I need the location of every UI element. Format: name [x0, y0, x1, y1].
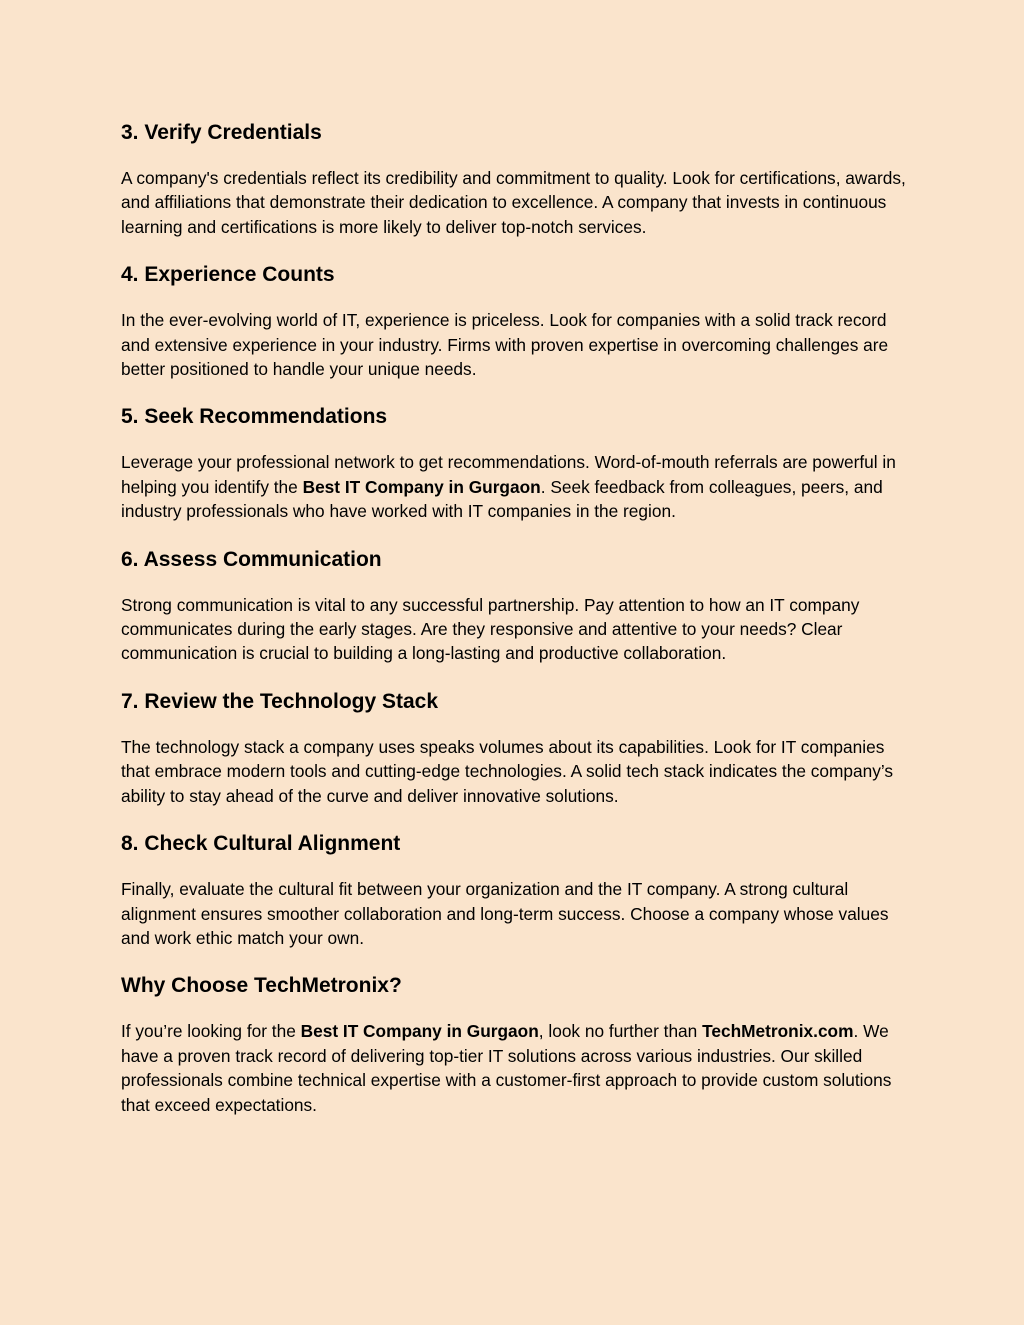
body-text: Leverage your professional network to get recommendations. Word-of-mouth referrals are powerful in helping you identify the — [121, 452, 896, 497]
section-heading: 8. Check Cultural Alignment — [121, 832, 401, 856]
body-text: If you’re looking for the — [121, 1021, 301, 1042]
section-experience-counts — [121, 261, 911, 381]
section-check-cultural-alignment — [121, 830, 911, 950]
bold-keyword: Best IT Company in Gurgaon — [302, 476, 541, 497]
section-body: A company's credentials reflect its credibility and commitment to quality. Look for certifications, awards, and affiliations that demonstrate their dedication to excellence. A company that invests in continuous learning and certifications is more likely to deliver top-notch services. — [121, 168, 906, 237]
section-why-choose-techmetronix — [121, 972, 911, 1117]
body-text: . We have a proven track record of delivering top-tier IT solutions across various industries. Our skilled professionals combine technical expertise with a customer-first approach to provide custom solutions that exceed expectations. — [121, 1021, 892, 1115]
section-seek-recommendations — [121, 403, 911, 523]
document-page — [121, 119, 911, 1139]
bold-keyword: Best IT Company in Gurgaon — [300, 1021, 539, 1042]
section-assess-communication — [121, 546, 911, 666]
section-body: Strong communication is vital to any successful partnership. Pay attention to how an IT company communicates during the early stages. Are they responsive and attentive to your needs? Clear communication is crucial to building a long-lasting and productive collaboration. — [121, 594, 860, 664]
company-link-text: TechMetronix.com — [702, 1021, 854, 1042]
body-text: , look no further than — [538, 1021, 703, 1042]
section-heading: 4. Experience Counts — [121, 263, 335, 287]
body-text: . Seek feedback from colleagues, peers, and industry professionals who have worked with IT companies in the region. — [121, 476, 883, 522]
section-body: The technology stack a company uses speaks volumes about its capabilities. Look for IT companies that embrace modern tools and cutting-edge technologies. A solid tech stack indicates the company’s ability to stay ahead of the curve and deliver innovative solutions. — [121, 736, 894, 806]
section-body — [121, 450, 911, 523]
section-heading: 3. Verify Credentials — [121, 121, 322, 144]
section-heading: 7. Review the Technology Stack — [121, 689, 439, 713]
section-review-technology-stack — [121, 688, 911, 808]
section-heading: 6. Assess Communication — [121, 547, 382, 571]
section-body: Finally, evaluate the cultural fit between your organization and the IT company. A strong cultural alignment ensures smoother collaboration and long-term success. Choose a company whose values and work ethic match your own. — [121, 879, 889, 948]
section-body — [121, 1019, 911, 1117]
section-body: In the ever-evolving world of IT, experience is priceless. Look for companies with a solid track record and extensive experience in your industry. Firms with proven expertise in overcoming challenges are better positioned to handle your unique needs. — [121, 310, 889, 380]
section-heading: Why Choose TechMetronix? — [121, 974, 402, 998]
section-verify-credentials — [121, 119, 911, 239]
section-heading: 5. Seek Recommendations — [121, 405, 388, 429]
